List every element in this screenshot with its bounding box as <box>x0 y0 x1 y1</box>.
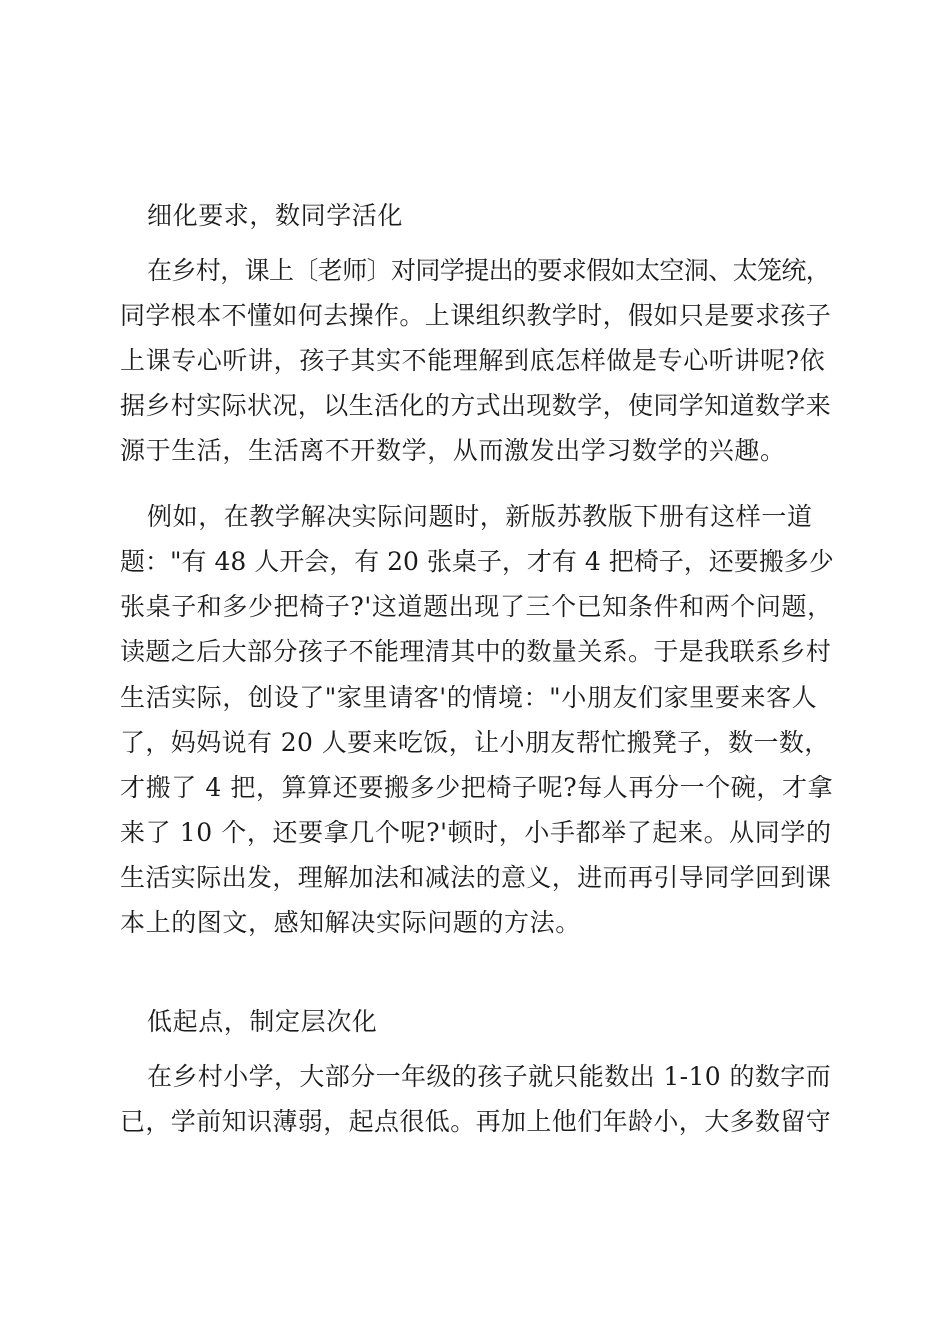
paragraph-line: 来了 10 个，还要拿几个呢?'顿时，小手都举了起来。从同学的 <box>120 818 832 847</box>
section-heading: 细化要求，数同学活化 <box>147 201 404 230</box>
section-heading: 低起点，制定层次化 <box>147 1007 378 1036</box>
paragraph-line: 了，妈妈说有 20 人要来吃饭，让小朋友帮忙搬凳子，数一数， <box>120 728 830 757</box>
paragraph-line: 上课专心听讲，孩子其实不能理解到底怎样做是专心听讲呢?依 <box>120 346 826 375</box>
paragraph-line: 在乡村，课上〔老师〕对同学提出的要求假如太空洞、太笼统， <box>147 256 831 285</box>
paragraph-line: 同学根本不懂如何去操作。上课组织教学时，假如只是要求孩子 <box>120 301 832 330</box>
paragraph-line: 读题之后大部分孩子不能理清其中的数量关系。于是我联系乡村 <box>120 637 832 666</box>
paragraph-line: 题："有 48 人开会，有 20 张桌子，才有 4 把椅子，还要搬多少 <box>120 547 834 576</box>
paragraph-line: 本上的图文，感知解决实际问题的方法。 <box>120 908 581 937</box>
paragraph-line: 生活实际，创设了"家里请客'的情境："小朋友们家里要来客人 <box>120 683 818 712</box>
paragraph-line: 例如，在教学解决实际问题时，新版苏教版下册有这样一道 <box>147 502 813 531</box>
paragraph-line: 生活实际出发，理解加法和减法的意义，进而再引导同学回到课 <box>120 863 832 892</box>
paragraph-line: 已，学前知识薄弱，起点很低。再加上他们年龄小，大多数留守 <box>120 1107 832 1136</box>
paragraph-line: 据乡村实际状况，以生活化的方式出现数学，使同学知道数学来 <box>120 391 832 420</box>
paragraph-line: 在乡村小学，大部分一年级的孩子就只能数出 1-10 的数字而 <box>147 1062 832 1091</box>
paragraph-line: 张桌子和多少把椅子?'这道题出现了三个已知条件和两个问题， <box>120 592 833 621</box>
paragraph-line: 才搬了 4 把，算算还要搬多少把椅子呢?每人再分一个碗，才拿 <box>120 773 834 802</box>
paragraph-line: 源于生活，生活离不开数学，从而激发出学习数学的兴趣。 <box>120 436 786 465</box>
